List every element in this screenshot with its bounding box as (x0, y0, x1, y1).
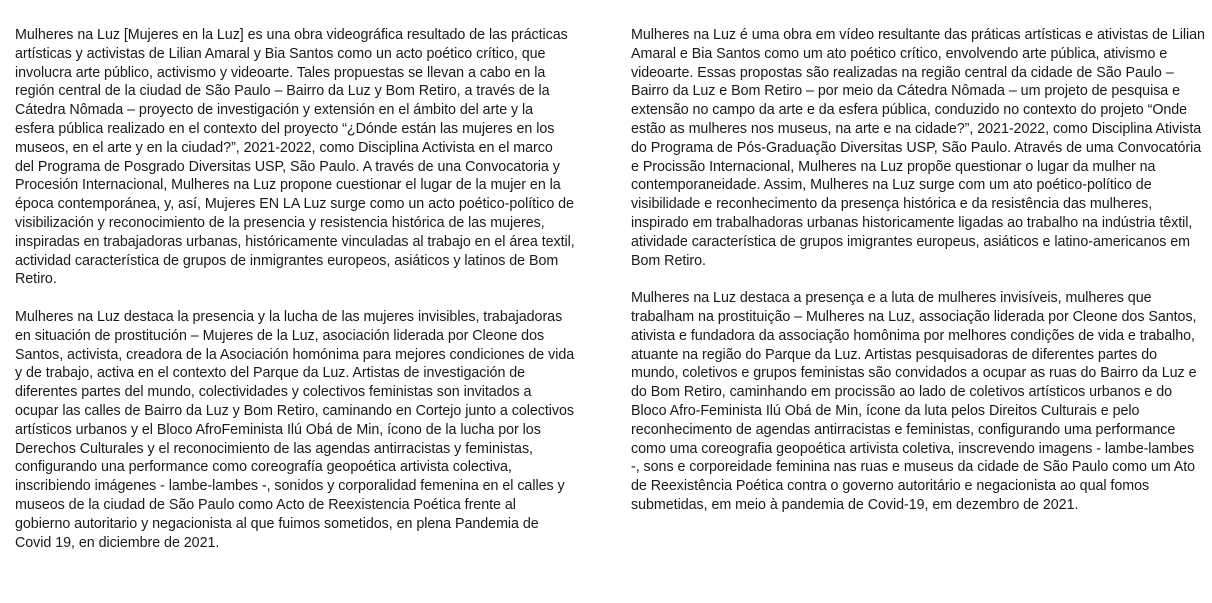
spanish-text-column (15, 26, 575, 571)
portuguese-paragraph-1: Mulheres na Luz é uma obra em vídeo resultante das práticas artísticas e ativistas de Lilian Amaral e Bia Santos como um ato poético crítico, envolvendo arte pública, ativismo e videoarte. Essas propostas são realizadas na região central da cidade de São Paulo – Bairro da Luz e Bom Retiro – por meio da Cátedra Nômada – um projeto de pesquisa e extensão no campo da arte e da esfera pública, conduzido no contexto do projeto “Onde estão as mulheres nos museus, na arte e na cidade?”, 2021-2022, como Disciplina Ativista do Programa de Pós-Graduação Diversitas USP, São Paulo. Através de uma Convocatória e Procissão Internacional, Mulheres na Luz propõe questionar o lugar da mulher na contemporaneidade. Assim, Mulheres na Luz surge com um ato poético-político de visibilidade e reconhecimento da presença histórica e da resistência das mulheres, inspirado em trabalhadoras urbanas historicamente ligadas ao trabalho na indústria têxtil, atividade característica de grupos imigrantes europeus, asiáticos e latino-americanos em Bom Retiro. (631, 27, 1205, 269)
spanish-paragraph-2: Mulheres na Luz destaca la presencia y la lucha de las mujeres invisibles, trabajadoras en situación de prostitución – Mujeres de la Luz, asociación liderada por Cleone dos Santos, activista, creadora de la Asociación homónima para mejores condiciones de vida y de trabajo, activa en el contexto del Parque da Luz. Artistas de investigación de diferentes partes del mundo, colectividades y colectivos feministas son invitados a ocupar las calles de Bairro da Luz y Bom Retiro, caminando en Cortejo junto a colectivos artísticos urbanos y el Bloco AfroFeminista Ilú Obá de Min, ícono de la lucha por los Derechos Culturales y el reconocimiento de las agendas antirracistas y feministas, configurando una performance como coreografía geopoética artivista colectiva, inscribiendo imágenes - lambe-lambes -, sonidos y corporalidad femenina en el calles y museos de la ciudad de São Paulo como Acto de Reexistencia Poética frente al gobierno autoritario y negacionista al que fuimos sometidos, en plena Pandemia de Covid 19, en diciembre de 2021. (15, 308, 575, 551)
portuguese-paragraph-2: Mulheres na Luz destaca a presença e a luta de mulheres invisíveis, mulheres que trabalham na prostituição – Mulheres na Luz, associação liderada por Cleone dos Santos, ativista e fundadora da associação homônima por melhores condições de vida e trabalho, atuante na região do Parque da Luz. Artistas pesquisadoras de diferentes partes do mundo, coletivos e grupos feministas são convidados a ocupar as ruas do Bairro da Luz e do Bom Retiro, caminhando em procissão ao lado de coletivos artísticos urbanos e do Bloco Afro-Feminista Ilú Obá de Min, ícone da luta pelos Direitos Culturais e pelo reconhecimento de agendas antirracistas e feministas, configurando uma performance como uma coreografia geopoética artivista coletiva, inscrevendo imagens - lambe-lambes -, sons e corporeidade feminina nas ruas e museus da cidade de São Paulo como um Ato de Reexistência Poética contra o governo autoritário e negacionista ao qual fomos submetidas, em meio à pandemia de Covid-19, em dezembro de 2021. (631, 290, 1197, 513)
spanish-paragraph-1: Mulheres na Luz [Mujeres en la Luz] es una obra videográfica resultado de las prácticas artísticas y activistas de Lilian Amaral y Bia Santos como un acto poético crítico, que involucra arte público, activismo y videoarte. Tales propuestas se llevan a cabo en la región central de la ciudad de São Paulo – Bairro da Luz y Bom Retiro, a través de la Cátedra Nômada – proyecto de investigación y extensión en el ámbito del arte y la esfera pública realizado en el contexto del proyecto “¿Dónde están las mujeres en los museos, en el arte y en la ciudad?”, 2021-2022, como Disciplina Activista en el marco del Programa de Posgrado Diversitas USP, São Paulo. A través de una Convocatoria y Procesión Internacional, Mulheres na Luz propone cuestionar el lugar de la mujer en la época contemporánea, y, así, Mujeres EN LA Luz surge como un acto poético-político de visibilización y reconocimiento de la presencia y resistencia histórica de las mujeres, inspiradas en trabajadoras urbanas, históricamente vinculadas al trabajo en el área textil, actividad característica de grupos de inmigrantes europeos, asiáticos y latinos de Bom Retiro. (15, 27, 575, 288)
portuguese-text-column (631, 26, 1206, 534)
